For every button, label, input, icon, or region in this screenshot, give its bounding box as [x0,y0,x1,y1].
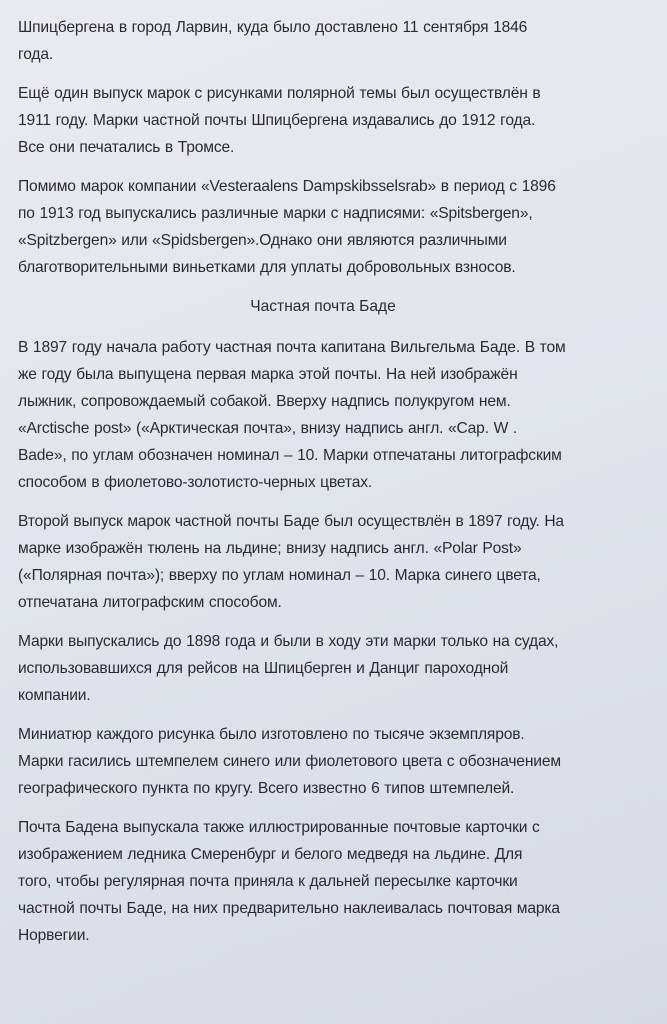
paragraph-larvik-delivery [18,14,658,68]
text-line: Марки выпускались до 1898 года и были в ходу эти марки только на судах, [18,633,559,650]
text-line: Второй выпуск марок частной почты Баде был осуществлён в 1897 году. На [18,513,564,530]
text-line: компании. [18,687,91,704]
text-line: Шпицбергена в город Ларвин, куда было доставлено 11 сентября 1846 [18,19,528,36]
paragraph-postcards [18,814,658,949]
text-line: того, чтобы регулярная почта приняла к дальней пересылке карточки [18,873,518,890]
text-line: Почта Бадена выпускала также иллюстрированные почтовые карточки с [18,819,540,836]
paragraph-print-run-cancellations [18,721,658,802]
text-line: частной почты Баде, на них предварительно наклеивалась почтовая марка [18,900,560,917]
text-line: способом в фиолетово-золотисто-черных цветах. [18,474,373,491]
text-line: изображением ледника Смеренбург и белого медведя на льдине. Для [18,846,523,863]
text-line: года. [18,46,54,63]
text-line: благотворительными виньетками для уплаты добровольных взносов. [18,259,516,276]
text-line: Миниатюр каждого рисунка было изготовлено по тысяче экземпляров. [18,726,525,743]
text-line: Марки гасились штемпелем синего или фиолетового цвета с обозначением [18,753,561,770]
paragraph-first-bade-stamp [18,334,658,496]
text-line: отпечатана литографским способом. [18,594,282,611]
text-line: («Полярная почта»); вверху по углам номинал – 10. Марка синего цвета, [18,567,541,584]
paragraph-second-bade-issue [18,508,658,616]
text-line: марке изображён тюлень на льдине; внизу надпись англ. «Polar Post» [18,540,522,557]
text-line: географического пункта по кругу. Всего известно 6 типов штемпелей. [18,780,515,797]
text-line: же году была выпущена первая марка этой почты. На ней изображён [18,366,518,383]
text-line: Помимо марок компании «Vesteraalens Dampskibsselsrab» в период с 1896 [18,178,556,195]
section-heading: Частная почта Баде [250,298,396,315]
paragraph-ships-usage [18,628,658,709]
text-line: Все они печатались в Тромсе. [18,139,235,156]
text-line: использовавшихся для рейсов на Шпицберген и Данциг пароходной [18,660,509,677]
text-line: «Spitzbergen» или «Spidsbergen».Однако они являются различными [18,232,507,249]
text-line: 1911 году. Марки частной почты Шпицбергена издавались до 1912 года. [18,112,536,129]
text-line: по 1913 год выпускались различные марки с надписями: «Spitsbergen», [18,205,533,222]
text-line: Норвегии. [18,927,90,944]
paragraph-1911-issue [18,80,658,161]
text-line: «Arctische post» («Арктическая почта», внизу надпись англ. «Cap. W . [18,420,518,437]
document-page [18,14,658,961]
text-line: Ещё один выпуск марок с рисунками полярной темы был осуществлён в [18,85,541,102]
paragraph-charity-vignettes [18,173,658,281]
text-line: В 1897 году начала работу частная почта капитана Вильгельма Баде. В том [18,339,566,356]
text-line: лыжник, сопровождаемый собакой. Вверху надпись полукругом нем. [18,393,511,410]
text-line: Bade», по углам обозначен номинал – 10. Марки отпечатаны литографским [18,447,562,464]
